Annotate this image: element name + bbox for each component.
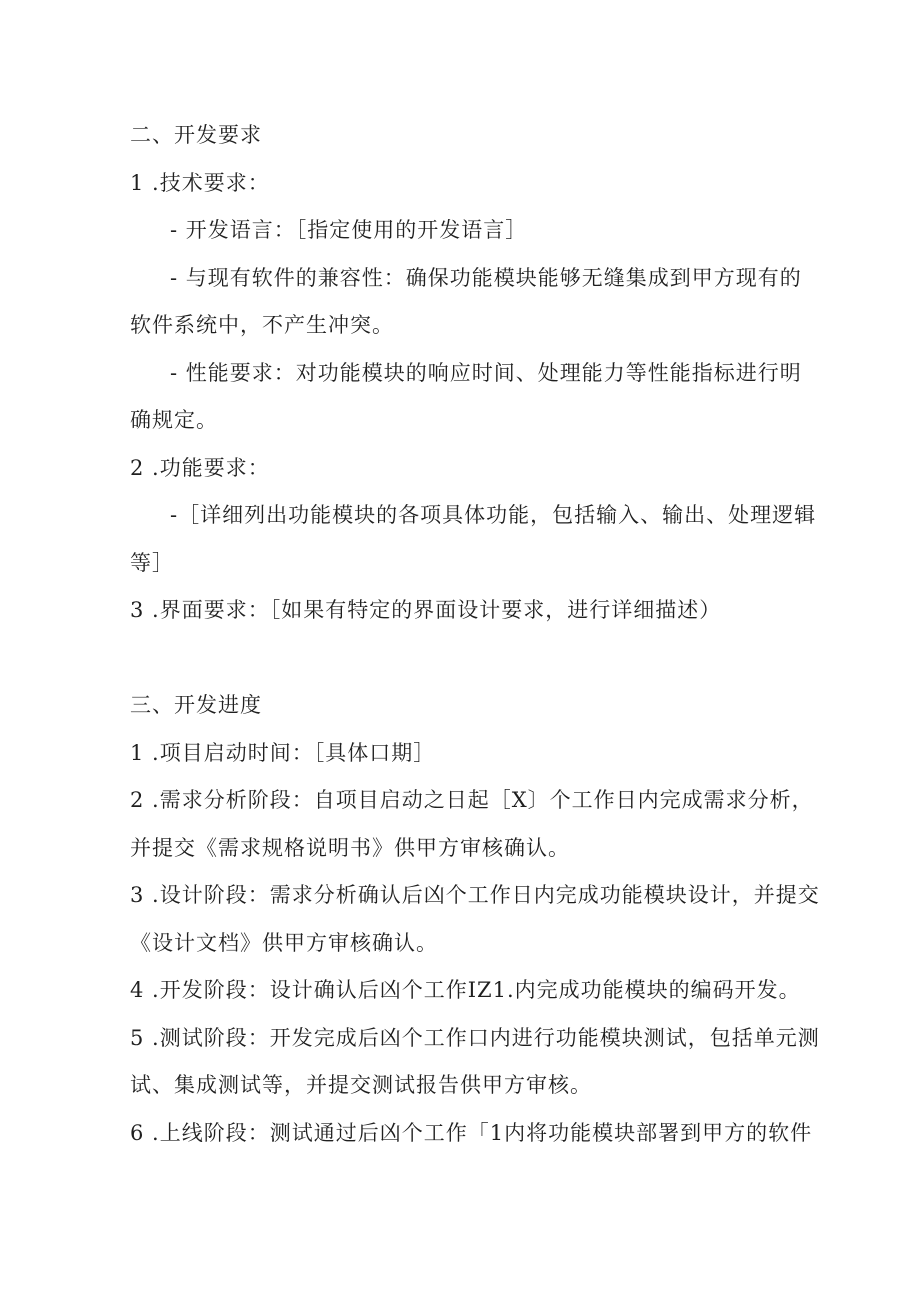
bullet-item: - 性能要求：对功能模块的响应时间、处理能力等性能指标进行明	[170, 360, 802, 385]
continuation: 等］	[130, 550, 174, 575]
numbered-item: 3 .界面要求：［如果有特定的界面设计要求，进行详细描述）	[130, 598, 722, 622]
continuation: 软件系统中，不产生冲突。	[130, 313, 394, 337]
continuation: 《设计文档》供甲方审核确认。	[130, 930, 438, 955]
numbered-item: 5 .测试阶段：开发完成后凶个工作口内进行功能模块测试，包括单元测	[130, 1025, 820, 1050]
numbered-item: 1 .技术要求：	[130, 170, 270, 195]
blank-line	[0, 635, 920, 683]
bullet-item: - 与现有软件的兼容性：确保功能模块能够无缝集成到甲方现有的	[170, 265, 802, 290]
continuation: 并提交《需求规格说明书》供甲方审核确认。	[130, 835, 570, 860]
numbered-item: 1 .项目启动时间：［具体口期］	[130, 740, 436, 765]
bullet-item: - 开发语言：［指定使用的开发语言］	[170, 218, 528, 242]
numbered-item: 4 .开发阶段：设计确认后凶个工作IZ1.内完成功能模块的编码开发。	[130, 978, 801, 1002]
numbered-item: 2 .功能要求：	[130, 455, 270, 480]
numbered-item: 3 .设计阶段：需求分析确认后凶个工作日内完成功能模块设计，并提交	[130, 883, 820, 907]
continuation: 试、集成测试等，并提交测试报告供甲方审核。	[130, 1073, 592, 1097]
section-heading: 二、开发要求	[130, 123, 262, 147]
numbered-item: 6 .上线阶段：测试通过后凶个工作「1内将功能模块部署到甲方的软件	[130, 1120, 813, 1145]
document-content	[0, 112, 920, 1157]
section-heading: 三、开发进度	[130, 693, 262, 717]
continuation: 确规定。	[130, 408, 218, 432]
numbered-item: 2 .需求分析阶段：自项目启动之日起［X〕个工作日内完成需求分析，	[130, 788, 814, 812]
bullet-item: -［详细列出功能模块的各项具体功能，包括输入、输出、处理逻辑	[170, 503, 817, 527]
